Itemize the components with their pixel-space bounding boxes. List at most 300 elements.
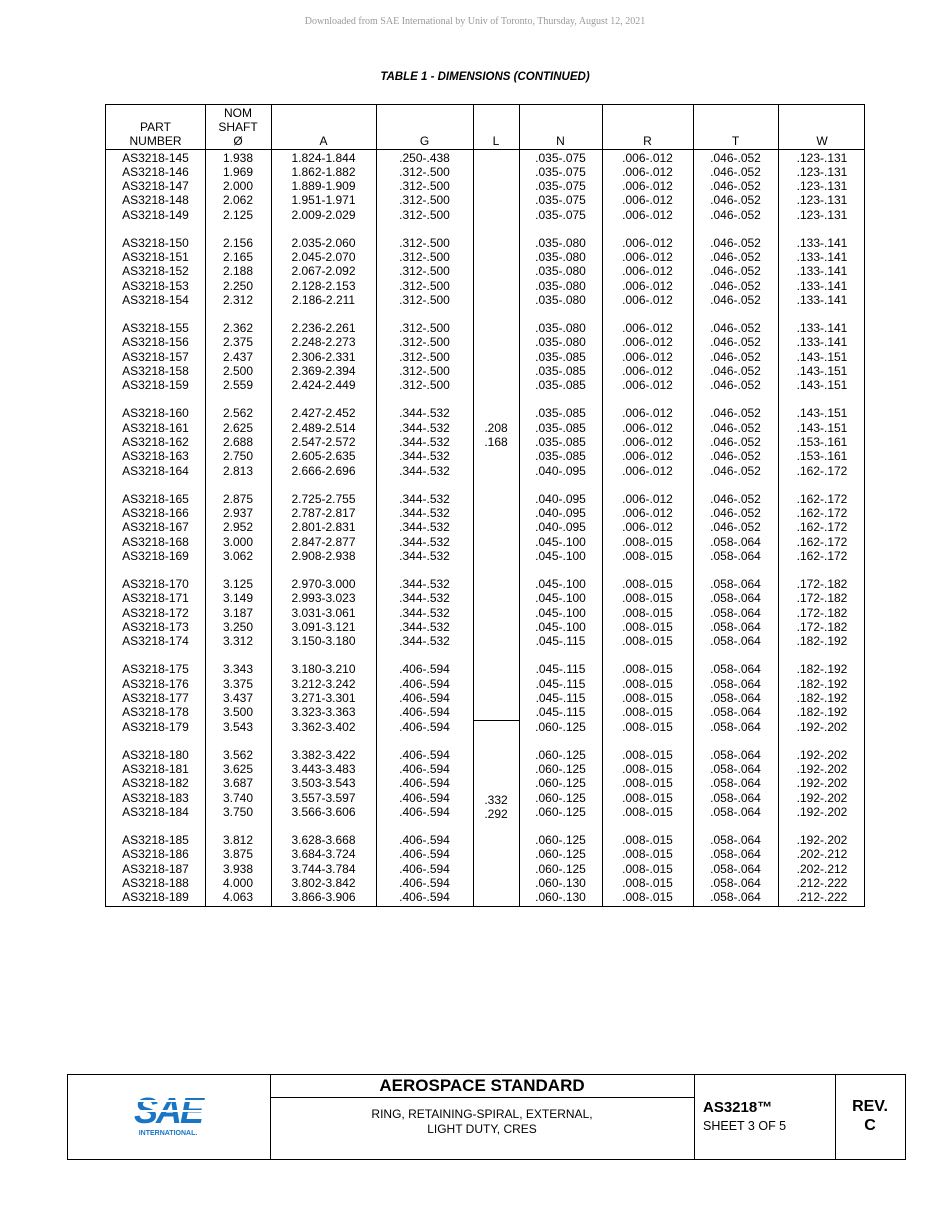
- cell-g: .312-.500: [399, 164, 450, 179]
- cell-g: .312-.500: [399, 364, 450, 378]
- cell-n: .045-.115: [535, 705, 586, 720]
- cell-g: .312-.500: [399, 250, 450, 265]
- cell-g: .406-.594: [399, 747, 450, 762]
- cell-part-number: AS3218-182: [122, 776, 189, 791]
- cell-t: .058-.064: [710, 747, 761, 762]
- cell-r: .008-.015: [622, 705, 673, 720]
- table-row: [106, 350, 864, 364]
- cell-r: .006-.012: [622, 491, 673, 506]
- cell-w: .182-.192: [796, 690, 848, 705]
- cell-g: .406-.594: [399, 832, 450, 847]
- cell-w: .192-.202: [796, 804, 848, 819]
- cell-a: 2.306-2.331: [291, 349, 356, 364]
- cell-n: .045-.115: [535, 690, 586, 705]
- cell-a: 3.031-3.061: [291, 605, 356, 620]
- cell-nom-shaft: 3.500: [222, 705, 254, 720]
- cell-part-number: AS3218-186: [122, 847, 189, 862]
- cell-a: 2.605-2.635: [291, 449, 356, 464]
- revision-label: REV.: [852, 1098, 888, 1115]
- cell-g: .406-.594: [399, 705, 450, 720]
- cell-t: .046-.052: [710, 250, 761, 265]
- cell-a: 2.427-2.452: [291, 406, 356, 421]
- cell-nom-shaft: 2.562: [222, 406, 254, 421]
- title-block: [67, 1074, 906, 1160]
- cell-nom-shaft: 2.500: [222, 364, 254, 378]
- cell-part-number: AS3218-188: [122, 875, 189, 890]
- cell-r: .006-.012: [622, 506, 673, 520]
- cell-part-number: AS3218-146: [122, 164, 189, 179]
- cell-r: .006-.012: [622, 420, 673, 435]
- cell-a: 2.009-2.029: [291, 207, 356, 222]
- logo-text: SAE: [133, 1090, 203, 1131]
- sae-logo: [128, 1087, 208, 1147]
- cell-n: .035-.075: [535, 150, 586, 165]
- table-row: [106, 293, 864, 307]
- standard-heading: AEROSPACE STANDARD: [379, 1076, 585, 1095]
- cell-t: .046-.052: [710, 491, 761, 506]
- cell-nom-shaft: 3.125: [222, 577, 254, 591]
- cell-t: .046-.052: [710, 435, 761, 449]
- header-text: Ø: [233, 134, 243, 148]
- cell-r: .006-.012: [622, 349, 673, 364]
- cell-a: 2.489-2.514: [291, 420, 356, 435]
- table-row: [106, 492, 864, 506]
- cell-w: .153-.161: [796, 449, 848, 464]
- table-row: [106, 762, 864, 776]
- cell-n: .035-.075: [535, 164, 586, 179]
- cell-t: .046-.052: [710, 150, 761, 165]
- cell-a: 3.180-3.210: [291, 662, 356, 677]
- cell-a: 2.186-2.211: [291, 293, 356, 307]
- cell-t: .046-.052: [710, 449, 761, 464]
- header-text: L: [492, 134, 500, 148]
- cell-nom-shaft: 2.437: [222, 349, 254, 364]
- cell-t: .058-.064: [710, 690, 761, 705]
- cell-r: .008-.015: [622, 761, 673, 776]
- cell-a: 2.045-2.070: [291, 250, 356, 265]
- description-line: LIGHT DUTY, CRES: [427, 1121, 537, 1136]
- cell-w: .192-.202: [796, 747, 848, 762]
- cell-g: .406-.594: [399, 776, 450, 791]
- cell-t: .058-.064: [710, 605, 761, 620]
- cell-part-number: AS3218-183: [122, 790, 189, 805]
- cell-t: .046-.052: [710, 207, 761, 222]
- cell-a: 3.323-3.363: [291, 705, 356, 720]
- cell-w: .212-.222: [796, 875, 848, 890]
- cell-r: .008-.015: [622, 790, 673, 805]
- cell-part-number: AS3218-166: [122, 506, 189, 520]
- cell-t: .058-.064: [710, 875, 761, 890]
- cell-part-number: AS3218-169: [122, 548, 189, 563]
- cell-a: 1.862-1.882: [291, 164, 356, 179]
- cell-nom-shaft: 3.625: [222, 761, 254, 776]
- cell-t: .058-.064: [710, 662, 761, 677]
- cell-t: .058-.064: [710, 804, 761, 819]
- cell-nom-shaft: 2.188: [222, 264, 254, 279]
- cell-a: 3.566-3.606: [291, 804, 356, 819]
- table-row: [106, 520, 864, 534]
- download-watermark: Downloaded from SAE International by Univ of Toronto, Thursday, August 12, 2021: [304, 16, 646, 27]
- cell-part-number: AS3218-153: [122, 278, 189, 293]
- cell-a: 3.091-3.121: [291, 619, 356, 634]
- cell-r: .008-.015: [622, 676, 673, 691]
- cell-w: .133-.141: [796, 321, 848, 336]
- cell-nom-shaft: 4.063: [222, 890, 254, 905]
- cell-w: .133-.141: [796, 250, 848, 265]
- table-row: [106, 890, 864, 904]
- cell-t: .058-.064: [710, 577, 761, 591]
- header-text: NUMBER: [129, 134, 182, 148]
- cell-g: .406-.594: [399, 861, 450, 876]
- cell-t: .058-.064: [710, 861, 761, 876]
- cell-a: 1.951-1.971: [291, 193, 356, 208]
- cell-n: .035-.085: [535, 435, 586, 449]
- cell-w: .143-.151: [796, 406, 848, 421]
- cell-nom-shaft: 2.813: [222, 463, 254, 478]
- revision: [835, 1097, 905, 1135]
- cell-nom-shaft: 2.000: [222, 179, 254, 194]
- cell-w: .133-.141: [796, 335, 848, 350]
- cell-nom-shaft: 3.543: [222, 719, 254, 734]
- cell-n: .035-.085: [535, 349, 586, 364]
- cell-g: .312-.500: [399, 264, 450, 279]
- cell-t: .046-.052: [710, 235, 761, 250]
- cell-r: .008-.015: [622, 804, 673, 819]
- table-row: [106, 406, 864, 420]
- cell-a: 2.908-2.938: [291, 548, 356, 563]
- cell-nom-shaft: 2.312: [222, 293, 254, 307]
- cell-a: 2.847-2.877: [291, 534, 356, 549]
- cell-g: .406-.594: [399, 662, 450, 677]
- cell-g: .312-.500: [399, 235, 450, 250]
- table-title: TABLE 1 - DIMENSIONS (CONTINUED): [380, 71, 590, 83]
- cell-part-number: AS3218-168: [122, 534, 189, 549]
- cell-w: .192-.202: [796, 776, 848, 791]
- cell-r: .008-.015: [622, 847, 673, 862]
- cell-a: 2.236-2.261: [291, 321, 356, 336]
- part-description: [270, 1107, 694, 1136]
- cell-part-number: AS3218-164: [122, 463, 189, 478]
- cell-w: .133-.141: [796, 293, 848, 307]
- cell-w: .172-.182: [796, 605, 848, 620]
- cell-nom-shaft: 3.437: [222, 690, 254, 705]
- cell-r: .008-.015: [622, 591, 673, 606]
- cell-r: .008-.015: [622, 747, 673, 762]
- table-row: [106, 677, 864, 691]
- cell-nom-shaft: 3.875: [222, 847, 254, 862]
- cell-nom-shaft: 2.165: [222, 250, 254, 265]
- cell-g: .312-.500: [399, 179, 450, 194]
- cell-nom-shaft: 3.750: [222, 804, 254, 819]
- cell-n: .035-.075: [535, 207, 586, 222]
- table-row: [106, 748, 864, 762]
- cell-part-number: AS3218-174: [122, 634, 189, 649]
- table-row: [106, 620, 864, 634]
- cell-a: 2.970-3.000: [291, 577, 356, 591]
- cell-g: .312-.500: [399, 193, 450, 208]
- cell-w: .143-.151: [796, 378, 848, 393]
- cell-g: .344-.532: [399, 577, 450, 591]
- cell-n: .060-.125: [535, 719, 586, 734]
- cell-nom-shaft: 3.687: [222, 776, 254, 791]
- header-l: [473, 105, 519, 149]
- header-w: [778, 105, 866, 149]
- cell-r: .008-.015: [622, 605, 673, 620]
- table-row: [106, 776, 864, 790]
- cell-a: 2.128-2.153: [291, 278, 356, 293]
- cell-nom-shaft: 3.250: [222, 619, 254, 634]
- cell-r: .008-.015: [622, 634, 673, 649]
- header-text: T: [731, 134, 740, 148]
- cell-n: .035-.085: [535, 364, 586, 378]
- cell-a: 2.725-2.755: [291, 491, 356, 506]
- cell-a: 1.824-1.844: [291, 150, 356, 165]
- cell-a: 3.802-3.842: [291, 875, 356, 890]
- header-text: A: [319, 134, 328, 148]
- cell-part-number: AS3218-162: [122, 435, 189, 449]
- cell-part-number: AS3218-154: [122, 293, 189, 307]
- cell-nom-shaft: 2.625: [222, 420, 254, 435]
- table-row: [106, 506, 864, 520]
- cell-t: .058-.064: [710, 676, 761, 691]
- description-line: RING, RETAINING-SPIRAL, EXTERNAL,: [371, 1107, 593, 1121]
- cell-nom-shaft: 3.938: [222, 861, 254, 876]
- cell-g: .344-.532: [399, 605, 450, 620]
- header-t: [693, 105, 778, 149]
- cell-g: .406-.594: [399, 719, 450, 734]
- cell-a: 3.684-3.724: [291, 847, 356, 862]
- cell-part-number: AS3218-161: [122, 420, 189, 435]
- cell-r: .006-.012: [622, 463, 673, 478]
- cell-w: .192-.202: [796, 761, 848, 776]
- table-row: [106, 151, 864, 165]
- cell-t: .058-.064: [710, 776, 761, 791]
- cell-t: .046-.052: [710, 364, 761, 378]
- cell-r: .008-.015: [622, 619, 673, 634]
- cell-w: .143-.151: [796, 420, 848, 435]
- document-number: AS3218™: [703, 1099, 773, 1116]
- cell-r: .006-.012: [622, 406, 673, 421]
- cell-part-number: AS3218-145: [122, 150, 189, 165]
- cell-w: .123-.131: [796, 193, 848, 208]
- cell-w: .162-.172: [796, 548, 848, 563]
- table-row: [106, 335, 864, 349]
- cell-nom-shaft: 3.343: [222, 662, 254, 677]
- cell-n: .060-.125: [535, 804, 586, 819]
- cell-a: 3.271-3.301: [291, 690, 356, 705]
- cell-r: .006-.012: [622, 278, 673, 293]
- cell-w: .143-.151: [796, 349, 848, 364]
- cell-r: .006-.012: [622, 378, 673, 393]
- cell-nom-shaft: 2.750: [222, 449, 254, 464]
- cell-w: .133-.141: [796, 264, 848, 279]
- cell-r: .006-.012: [622, 235, 673, 250]
- cell-n: .060-.130: [535, 890, 586, 905]
- table-row: [106, 634, 864, 648]
- table-row: [106, 264, 864, 278]
- cell-a: 2.666-2.696: [291, 463, 356, 478]
- cell-a: 3.628-3.668: [291, 832, 356, 847]
- header-text: NOM: [224, 106, 252, 120]
- cell-part-number: AS3218-158: [122, 364, 189, 378]
- cell-nom-shaft: 2.937: [222, 506, 254, 520]
- cell-n: .045-.100: [535, 605, 586, 620]
- cell-t: .058-.064: [710, 719, 761, 734]
- cell-n: .045-.100: [535, 577, 586, 591]
- cell-part-number: AS3218-152: [122, 264, 189, 279]
- l-value-upper-max: .208: [484, 421, 508, 435]
- header-g: [376, 105, 473, 149]
- cell-part-number: AS3218-181: [122, 761, 189, 776]
- cell-r: .006-.012: [622, 364, 673, 378]
- cell-a: 2.787-2.817: [291, 506, 356, 520]
- cell-n: .035-.080: [535, 278, 586, 293]
- cell-n: .040-.095: [535, 463, 586, 478]
- cell-part-number: AS3218-180: [122, 747, 189, 762]
- table-row: [106, 236, 864, 250]
- cell-n: .060-.125: [535, 861, 586, 876]
- cell-w: .172-.182: [796, 619, 848, 634]
- cell-a: 2.248-2.273: [291, 335, 356, 350]
- cell-part-number: AS3218-151: [122, 250, 189, 265]
- cell-w: .192-.202: [796, 790, 848, 805]
- cell-r: .008-.015: [622, 890, 673, 905]
- cell-r: .008-.015: [622, 662, 673, 677]
- cell-a: 2.424-2.449: [291, 378, 356, 393]
- cell-g: .344-.532: [399, 534, 450, 549]
- table-row: [106, 364, 864, 378]
- cell-t: .058-.064: [710, 790, 761, 805]
- cell-w: .162-.172: [796, 534, 848, 549]
- l-value-lower-max: .332: [484, 793, 508, 807]
- cell-t: .058-.064: [710, 548, 761, 563]
- table-row: [106, 549, 864, 563]
- cell-w: .123-.131: [796, 164, 848, 179]
- cell-part-number: AS3218-155: [122, 321, 189, 336]
- cell-n: .035-.075: [535, 179, 586, 194]
- cell-w: .202-.212: [796, 861, 848, 876]
- cell-w: .153-.161: [796, 435, 848, 449]
- header-n: [519, 105, 602, 149]
- cell-g: .406-.594: [399, 804, 450, 819]
- cell-r: .008-.015: [622, 577, 673, 591]
- cell-n: .035-.085: [535, 406, 586, 421]
- cell-n: .045-.100: [535, 591, 586, 606]
- header-part-number: [106, 105, 205, 149]
- cell-r: .006-.012: [622, 293, 673, 307]
- cell-n: .035-.080: [535, 250, 586, 265]
- table-row: [106, 720, 864, 734]
- cell-a: 2.369-2.394: [291, 364, 356, 378]
- cell-part-number: AS3218-156: [122, 335, 189, 350]
- cell-nom-shaft: 3.062: [222, 548, 254, 563]
- cell-n: .060-.125: [535, 776, 586, 791]
- cell-w: .182-.192: [796, 705, 848, 720]
- cell-nom-shaft: 3.812: [222, 832, 254, 847]
- cell-g: .344-.532: [399, 420, 450, 435]
- cell-part-number: AS3218-187: [122, 861, 189, 876]
- cell-g: .406-.594: [399, 890, 450, 905]
- logo-subtext: INTERNATIONAL.: [138, 1130, 198, 1137]
- cell-part-number: AS3218-179: [122, 719, 189, 734]
- cell-part-number: AS3218-157: [122, 349, 189, 364]
- cell-r: .006-.012: [622, 264, 673, 279]
- cell-r: .006-.012: [622, 193, 673, 208]
- cell-r: .006-.012: [622, 150, 673, 165]
- cell-part-number: AS3218-171: [122, 591, 189, 606]
- table-row: [106, 662, 864, 676]
- cell-nom-shaft: 2.125: [222, 207, 254, 222]
- cell-r: .006-.012: [622, 435, 673, 449]
- cell-nom-shaft: 2.156: [222, 235, 254, 250]
- cell-r: .008-.015: [622, 534, 673, 549]
- cell-g: .406-.594: [399, 690, 450, 705]
- cell-g: .406-.594: [399, 761, 450, 776]
- cell-a: 2.067-2.092: [291, 264, 356, 279]
- cell-w: .182-.192: [796, 662, 848, 677]
- cell-t: .046-.052: [710, 193, 761, 208]
- cell-part-number: AS3218-159: [122, 378, 189, 393]
- cell-t: .046-.052: [710, 321, 761, 336]
- cell-part-number: AS3218-176: [122, 676, 189, 691]
- cell-a: 3.866-3.906: [291, 890, 356, 905]
- cell-w: .212-.222: [796, 890, 848, 905]
- cell-a: 3.557-3.597: [291, 790, 356, 805]
- table-row: [106, 179, 864, 193]
- cell-r: .008-.015: [622, 861, 673, 876]
- cell-w: .162-.172: [796, 463, 848, 478]
- cell-part-number: AS3218-148: [122, 193, 189, 208]
- cell-r: .008-.015: [622, 875, 673, 890]
- cell-w: .123-.131: [796, 150, 848, 165]
- cell-n: .060-.130: [535, 875, 586, 890]
- table-row: [106, 165, 864, 179]
- cell-g: .344-.532: [399, 619, 450, 634]
- cell-t: .058-.064: [710, 634, 761, 649]
- cell-part-number: AS3218-167: [122, 520, 189, 535]
- cell-t: .046-.052: [710, 520, 761, 535]
- table-row: [106, 691, 864, 705]
- cell-g: .344-.532: [399, 520, 450, 535]
- cell-nom-shaft: 2.875: [222, 491, 254, 506]
- cell-w: .123-.131: [796, 179, 848, 194]
- cell-n: .045-.100: [535, 619, 586, 634]
- table-row: [106, 449, 864, 463]
- cell-a: 3.150-3.180: [291, 634, 356, 649]
- cell-part-number: AS3218-175: [122, 662, 189, 677]
- cell-t: .046-.052: [710, 349, 761, 364]
- cell-nom-shaft: 3.740: [222, 790, 254, 805]
- cell-t: .046-.052: [710, 179, 761, 194]
- dimensions-table: [105, 104, 865, 907]
- cell-r: .006-.012: [622, 250, 673, 265]
- cell-nom-shaft: 2.062: [222, 193, 254, 208]
- cell-r: .006-.012: [622, 335, 673, 350]
- cell-t: .046-.052: [710, 406, 761, 421]
- cell-t: .058-.064: [710, 591, 761, 606]
- header-text: R: [643, 134, 652, 148]
- table-row: [106, 591, 864, 605]
- cell-r: .008-.015: [622, 719, 673, 734]
- cell-t: .058-.064: [710, 705, 761, 720]
- cell-w: .192-.202: [796, 719, 848, 734]
- header-text: W: [816, 134, 828, 148]
- cell-g: .344-.532: [399, 506, 450, 520]
- header-text: PART: [140, 120, 171, 134]
- cell-nom-shaft: 3.187: [222, 605, 254, 620]
- cell-part-number: AS3218-170: [122, 577, 189, 591]
- cell-r: .006-.012: [622, 449, 673, 464]
